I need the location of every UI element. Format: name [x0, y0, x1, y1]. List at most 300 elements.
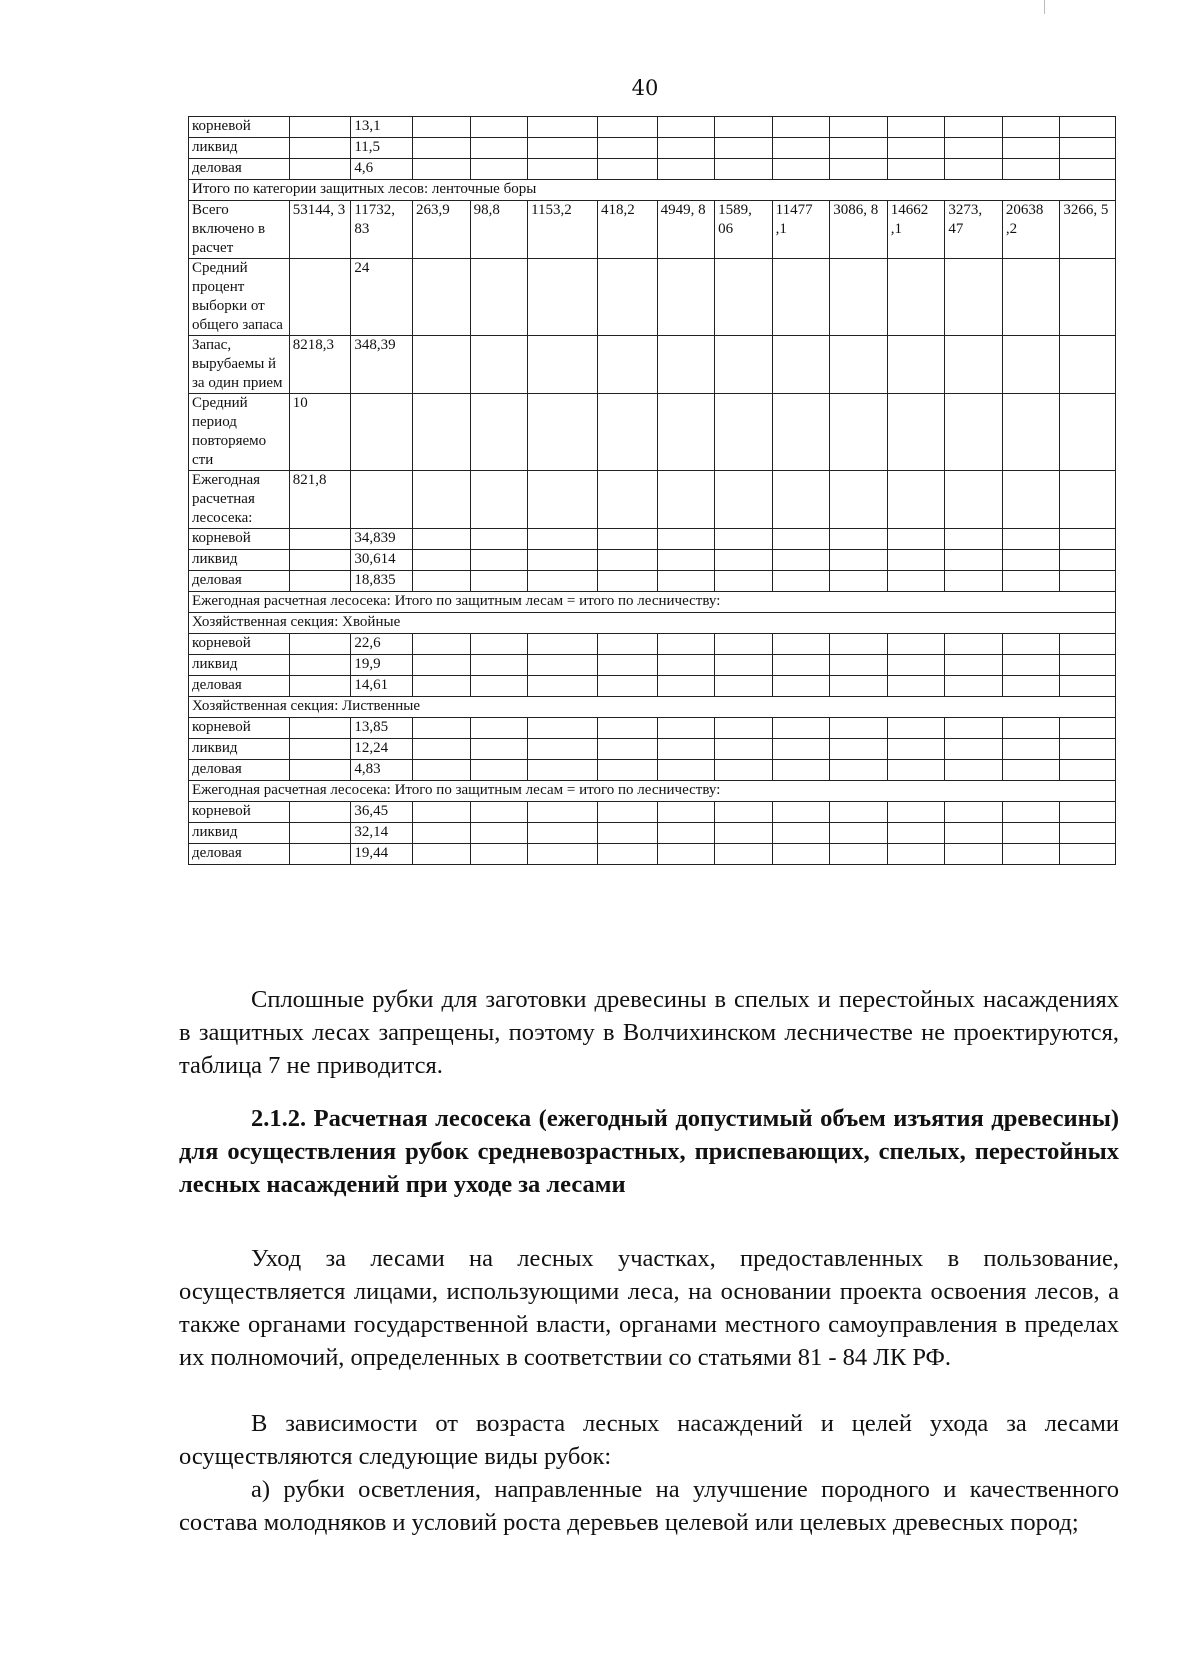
table-cell	[1002, 159, 1060, 180]
table-cell	[289, 117, 351, 138]
table-cell	[657, 336, 715, 394]
table-row	[189, 159, 1116, 180]
table-cell	[945, 760, 1003, 781]
table-cell	[887, 634, 945, 655]
table-cell: 24	[351, 259, 413, 336]
table-cell	[289, 138, 351, 159]
table-cell	[528, 117, 598, 138]
table-cell	[657, 823, 715, 844]
table-cell	[1002, 760, 1060, 781]
table-cell	[772, 117, 830, 138]
table-cell	[528, 676, 598, 697]
table-cell	[597, 159, 657, 180]
table-row-label: деловая	[189, 760, 290, 781]
table-cell	[830, 117, 888, 138]
table-cell: 418,2	[597, 201, 657, 259]
table-cell	[1002, 571, 1060, 592]
table-cell: 19,44	[351, 844, 413, 865]
table-row	[189, 550, 1116, 571]
table-cell	[1060, 844, 1116, 865]
table-cell	[657, 676, 715, 697]
table-cell	[657, 844, 715, 865]
table-row	[189, 676, 1116, 697]
table-cell: 14662 ,1	[887, 201, 945, 259]
table-cell	[772, 634, 830, 655]
table-row-label: Ежегодная расчетная лесосека:	[189, 471, 290, 529]
table-cell	[413, 634, 471, 655]
table-cell	[1060, 655, 1116, 676]
table-cell	[945, 529, 1003, 550]
table-cell	[887, 336, 945, 394]
table-cell	[413, 802, 471, 823]
table-cell	[528, 550, 598, 571]
table-cell	[470, 676, 528, 697]
table-cell	[715, 760, 773, 781]
table-cell	[597, 802, 657, 823]
table-cell	[657, 471, 715, 529]
table-cell	[772, 718, 830, 739]
table-cell	[1002, 117, 1060, 138]
table-cell	[413, 571, 471, 592]
table-cell	[772, 550, 830, 571]
table-cell	[597, 138, 657, 159]
table-row	[189, 802, 1116, 823]
table-cell	[657, 117, 715, 138]
table-cell	[597, 655, 657, 676]
table-row-label: корневой	[189, 802, 290, 823]
table-cell	[528, 336, 598, 394]
table-cell	[945, 138, 1003, 159]
table-cell: 30,614	[351, 550, 413, 571]
table-cell	[657, 718, 715, 739]
table-cell	[945, 676, 1003, 697]
table-cell	[830, 718, 888, 739]
table-cell: 32,14	[351, 823, 413, 844]
table-row	[189, 634, 1116, 655]
table-cell	[528, 471, 598, 529]
table-cell	[1060, 571, 1116, 592]
table-cell	[1060, 117, 1116, 138]
table-cell	[945, 471, 1003, 529]
table-cell	[887, 802, 945, 823]
table-cell	[715, 529, 773, 550]
table-cell	[528, 823, 598, 844]
table-cell	[470, 739, 528, 760]
table-cell	[470, 571, 528, 592]
table-cell	[597, 394, 657, 471]
table-cell	[715, 634, 773, 655]
table-cell	[772, 739, 830, 760]
table-cell	[413, 336, 471, 394]
table-cell	[830, 760, 888, 781]
table-cell: 3086, 8	[830, 201, 888, 259]
table-cell	[597, 571, 657, 592]
table-cell	[528, 655, 598, 676]
allowable-cut-table	[188, 116, 1116, 865]
table-cell: 4,6	[351, 159, 413, 180]
table-cell	[715, 259, 773, 336]
table-cell	[887, 718, 945, 739]
table-row-label: Средний процент выборки от общего запаса	[189, 259, 290, 336]
table-cell	[597, 844, 657, 865]
table-cell	[1002, 844, 1060, 865]
table-cell	[528, 159, 598, 180]
table-cell	[1002, 259, 1060, 336]
table-cell	[1002, 802, 1060, 823]
table-cell	[830, 676, 888, 697]
table-cell	[413, 394, 471, 471]
table-cell	[830, 336, 888, 394]
table-cell	[1002, 634, 1060, 655]
table-cell	[1060, 336, 1116, 394]
table-row-label: корневой	[189, 117, 290, 138]
table-cell	[772, 802, 830, 823]
table-cell	[470, 823, 528, 844]
table-cell	[945, 802, 1003, 823]
table-cell	[887, 138, 945, 159]
table-cell	[413, 550, 471, 571]
table-cell	[1060, 550, 1116, 571]
table-row-label: ликвид	[189, 550, 290, 571]
table-cell	[351, 394, 413, 471]
table-cell	[413, 676, 471, 697]
table-cell	[289, 571, 351, 592]
table-row-label: Запас, вырубаемы й за один прием	[189, 336, 290, 394]
table-cell	[715, 739, 773, 760]
table-cell	[830, 634, 888, 655]
table-cell	[470, 655, 528, 676]
table-cell	[887, 676, 945, 697]
table-cell	[528, 739, 598, 760]
table-cell: 11,5	[351, 138, 413, 159]
table-cell	[597, 259, 657, 336]
paragraph-clear-cuts: Сплошные рубки для заготовки древесины в спелых и перестойных насаждениях в защитных лесах запрещены, поэтому в Волчихинском лесничестве не проектируются, таблица 7 не приводится.	[179, 986, 1119, 1079]
table-cell	[657, 529, 715, 550]
table-cell	[1060, 676, 1116, 697]
table-cell	[945, 394, 1003, 471]
table-row	[189, 844, 1116, 865]
table-cell: 53144, 3	[289, 201, 351, 259]
table-cell	[830, 571, 888, 592]
table-cell	[1002, 655, 1060, 676]
table-cell	[413, 844, 471, 865]
table-cell	[945, 117, 1003, 138]
table-cell	[1060, 634, 1116, 655]
table-row	[189, 201, 1116, 259]
table-row-label: корневой	[189, 529, 290, 550]
table-cell	[470, 394, 528, 471]
table-cell	[597, 117, 657, 138]
table-cell	[657, 138, 715, 159]
table-cell	[1060, 760, 1116, 781]
table-cell	[945, 823, 1003, 844]
table-cell	[715, 550, 773, 571]
table-cell	[528, 760, 598, 781]
table-cell	[945, 718, 1003, 739]
table-cell	[887, 550, 945, 571]
section-heading: 2.1.2. Расчетная лесосека (ежегодный допустимый объем изъятия древесины) для осуществления рубок средневозрастных, приспевающих, спелых, перестойных лесных насаждений при уходе за лесами	[179, 1105, 1119, 1198]
table-cell	[772, 394, 830, 471]
table-cell: 98,8	[470, 201, 528, 259]
table-cell	[657, 760, 715, 781]
table-cell	[413, 259, 471, 336]
table-cell: 1153,2	[528, 201, 598, 259]
table-cell	[830, 394, 888, 471]
table-cell	[945, 739, 1003, 760]
table-row-label: деловая	[189, 676, 290, 697]
table-cell	[1060, 529, 1116, 550]
table-row-label: деловая	[189, 844, 290, 865]
table-cell	[1060, 259, 1116, 336]
table-cell	[715, 823, 773, 844]
table-cell	[715, 159, 773, 180]
table-cell	[945, 571, 1003, 592]
table-cell	[772, 844, 830, 865]
table-cell	[597, 760, 657, 781]
table-cell	[470, 138, 528, 159]
table-cell	[772, 823, 830, 844]
table-row-label: корневой	[189, 718, 290, 739]
table-cell: 10	[289, 394, 351, 471]
table-cell	[413, 655, 471, 676]
paragraph-cut-types: В зависимости от возраста лесных насаждений и целей ухода за лесами осуществляются следующие виды рубок:	[179, 1410, 1119, 1470]
table-cell	[597, 550, 657, 571]
table-cell: 12,24	[351, 739, 413, 760]
table-row	[189, 117, 1116, 138]
table-cell	[1060, 159, 1116, 180]
table-cell: 19,9	[351, 655, 413, 676]
table-cell	[715, 802, 773, 823]
table-cell	[289, 159, 351, 180]
table-cell	[715, 336, 773, 394]
table-row	[189, 760, 1116, 781]
table-cell	[413, 823, 471, 844]
table-row	[189, 259, 1116, 336]
table-row	[189, 471, 1116, 529]
table-row	[189, 823, 1116, 844]
table-cell	[413, 739, 471, 760]
table-cell	[657, 159, 715, 180]
table-cell	[528, 259, 598, 336]
table-row-label: ликвид	[189, 655, 290, 676]
table-cell	[1002, 718, 1060, 739]
table-section-cell: Ежегодная расчетная лесосека: Итого по защитным лесам = итого по лесничеству:	[189, 781, 1116, 802]
table-cell	[830, 259, 888, 336]
table-cell: 18,835	[351, 571, 413, 592]
table-cell	[470, 634, 528, 655]
table-row	[189, 529, 1116, 550]
table-row	[189, 336, 1116, 394]
table-cell	[1002, 823, 1060, 844]
table-row	[189, 655, 1116, 676]
table-cell	[470, 259, 528, 336]
table-cell	[413, 471, 471, 529]
table-row	[189, 613, 1116, 634]
table-row	[189, 180, 1116, 201]
table-cell: 13,85	[351, 718, 413, 739]
table-cell	[772, 676, 830, 697]
table-cell	[887, 471, 945, 529]
table-cell	[470, 550, 528, 571]
table-cell: 348,39	[351, 336, 413, 394]
table-cell	[470, 760, 528, 781]
table-cell: 821,8	[289, 471, 351, 529]
table-cell	[715, 138, 773, 159]
table-cell	[887, 259, 945, 336]
table-cell	[289, 529, 351, 550]
table-cell	[657, 802, 715, 823]
table-cell	[528, 394, 598, 471]
table-cell	[945, 550, 1003, 571]
table-section-cell: Хозяйственная секция: Лиственные	[189, 697, 1116, 718]
table-row-label: деловая	[189, 159, 290, 180]
table-cell	[597, 739, 657, 760]
table-row	[189, 571, 1116, 592]
table-cell	[1002, 336, 1060, 394]
table-cell	[1002, 676, 1060, 697]
table-cell	[1002, 138, 1060, 159]
table-cell	[413, 760, 471, 781]
table-cell	[1002, 739, 1060, 760]
table-cell	[657, 634, 715, 655]
table-cell	[528, 138, 598, 159]
table-cell	[772, 529, 830, 550]
table-cell	[887, 394, 945, 471]
table-cell	[597, 823, 657, 844]
table-cell	[289, 760, 351, 781]
table-cell	[470, 336, 528, 394]
table-cell	[470, 117, 528, 138]
table-row-label: ликвид	[189, 138, 290, 159]
table-cell	[830, 823, 888, 844]
table-cell: 3266, 5	[1060, 201, 1116, 259]
table-cell: 14,61	[351, 676, 413, 697]
table-cell	[830, 138, 888, 159]
table-cell	[597, 718, 657, 739]
table-cell	[830, 844, 888, 865]
table-cell	[597, 336, 657, 394]
table-row	[189, 781, 1116, 802]
table-cell	[413, 718, 471, 739]
table-cell	[597, 471, 657, 529]
table-cell	[413, 138, 471, 159]
table-cell	[1060, 138, 1116, 159]
table-cell: 8218,3	[289, 336, 351, 394]
table-cell	[945, 259, 1003, 336]
table-cell	[1060, 802, 1116, 823]
table-row	[189, 394, 1116, 471]
table-cell	[887, 159, 945, 180]
table-row-label: деловая	[189, 571, 290, 592]
table-cell: 3273, 47	[945, 201, 1003, 259]
table-cell	[413, 117, 471, 138]
table-cell	[715, 655, 773, 676]
table-cell	[772, 760, 830, 781]
table-row	[189, 697, 1116, 718]
table-cell	[772, 159, 830, 180]
table-cell	[772, 138, 830, 159]
table-cell	[887, 844, 945, 865]
table-cell	[945, 634, 1003, 655]
table-cell	[528, 634, 598, 655]
table-cell: 11477 ,1	[772, 201, 830, 259]
table-cell	[772, 336, 830, 394]
table-cell	[715, 676, 773, 697]
table-cell	[715, 571, 773, 592]
table-cell	[597, 634, 657, 655]
table-cell	[715, 718, 773, 739]
table-cell	[772, 259, 830, 336]
table-cell: 36,45	[351, 802, 413, 823]
table-cell	[1060, 823, 1116, 844]
table-cell	[715, 471, 773, 529]
table-cell: 20638 ,2	[1002, 201, 1060, 259]
table-cell	[470, 159, 528, 180]
table-cell	[830, 471, 888, 529]
table-cell	[289, 550, 351, 571]
table-cell	[830, 159, 888, 180]
page-number: 40	[631, 76, 659, 100]
table-cell	[887, 529, 945, 550]
table-cell	[830, 655, 888, 676]
table-cell	[597, 529, 657, 550]
table-row-label: Всего включено в расчет	[189, 201, 290, 259]
table-section-cell: Итого по категории защитных лесов: ленточные боры	[189, 180, 1116, 201]
table-cell	[830, 550, 888, 571]
table-cell	[887, 739, 945, 760]
table-row-label: корневой	[189, 634, 290, 655]
table-cell: 13,1	[351, 117, 413, 138]
table-row	[189, 718, 1116, 739]
paragraph-item-a: а) рубки осветления, направленные на улучшение породного и качественного состава молодняков и условий роста деревьев целевой или целевых древесных пород;	[179, 1476, 1119, 1536]
table-cell: 1589, 06	[715, 201, 773, 259]
table-cell	[1060, 471, 1116, 529]
table-section-cell: Хозяйственная секция: Хвойные	[189, 613, 1116, 634]
table-cell	[528, 718, 598, 739]
table-cell	[945, 655, 1003, 676]
table-cell	[657, 394, 715, 471]
table-cell	[528, 844, 598, 865]
table-cell	[887, 571, 945, 592]
table-cell	[715, 394, 773, 471]
table-cell	[289, 844, 351, 865]
table-cell	[470, 529, 528, 550]
table-cell	[830, 529, 888, 550]
table-cell	[528, 529, 598, 550]
table-cell	[830, 802, 888, 823]
table-cell	[413, 529, 471, 550]
table-cell	[715, 117, 773, 138]
table-cell	[470, 471, 528, 529]
table-row-label: Средний период повторяемо сти	[189, 394, 290, 471]
table-cell	[945, 159, 1003, 180]
table-cell	[657, 259, 715, 336]
table-row	[189, 592, 1116, 613]
table-cell	[289, 739, 351, 760]
table-cell	[945, 844, 1003, 865]
table-cell	[289, 676, 351, 697]
table-row	[189, 739, 1116, 760]
table-cell	[1060, 718, 1116, 739]
table-cell	[772, 655, 830, 676]
table-cell	[470, 844, 528, 865]
table-cell	[289, 823, 351, 844]
table-cell	[1002, 471, 1060, 529]
table-cell: 34,839	[351, 529, 413, 550]
table-row-label: ликвид	[189, 823, 290, 844]
table-cell	[1002, 550, 1060, 571]
table-cell	[1060, 394, 1116, 471]
